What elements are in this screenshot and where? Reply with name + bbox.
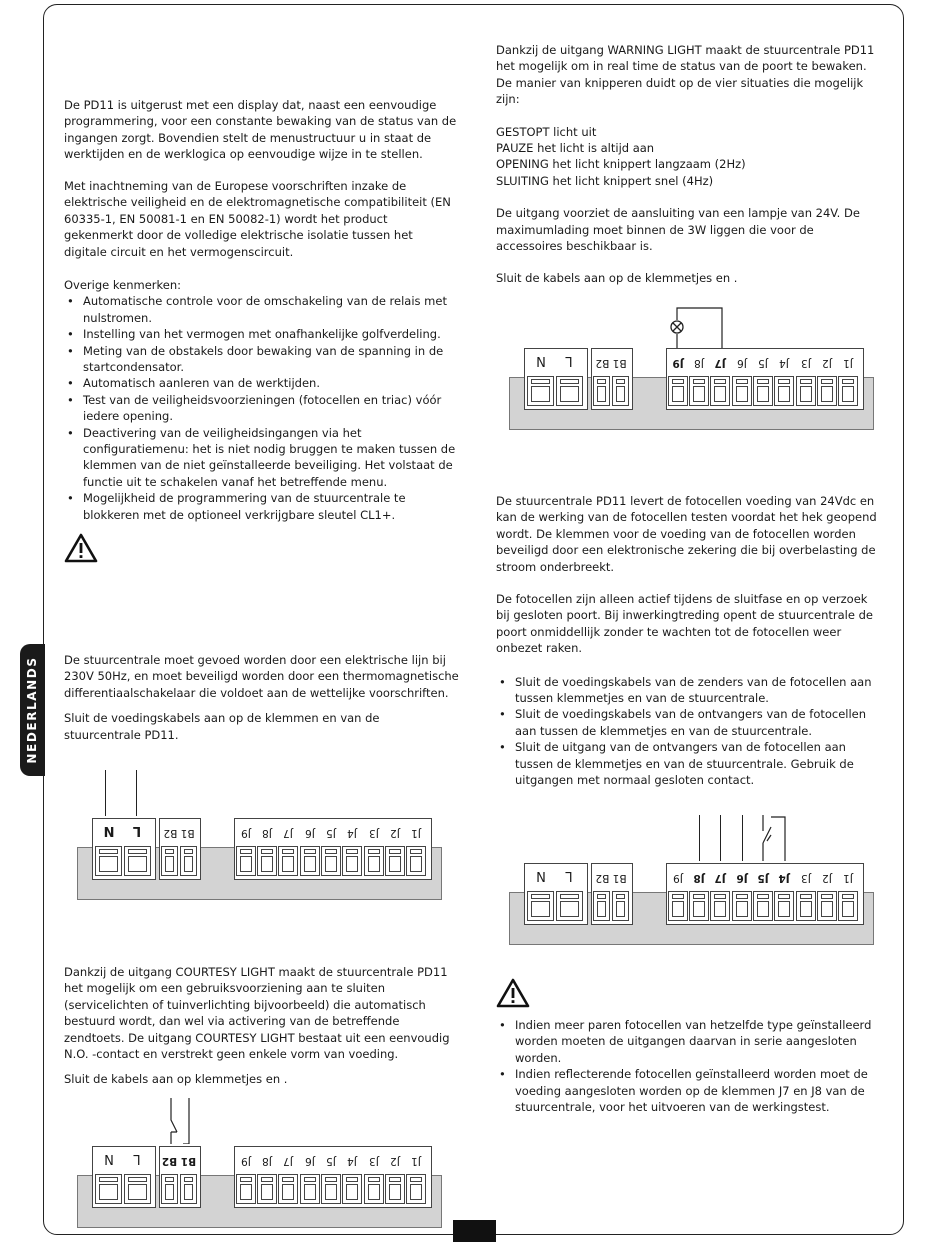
terminal-cell [817,891,837,921]
lamp-connect-instruction: Sluit de kabels aan op de klemmetjes en . [496,271,738,286]
warning-light-paragraph: Dankzij de uitgang WARNING LIGHT maakt de stuurcentrale PD11 het mogelijk om in real time de status van de poort te bewaken. De manier van knipperen duidt op de vier situaties die mogelijk zijn: [496,43,875,107]
terminal-label-j1: J1 [411,1155,421,1167]
wire-j8 [699,815,700,861]
terminal-cell [668,376,688,406]
language-tab-label: NEDERLANDS [25,656,39,764]
terminal-label-j6: J6 [736,872,748,884]
list-item: • Sluit de voedingskabels van de zenders van de fotocellen aan tussen klemmetjes en van de stuurcentrale. [496,674,881,707]
photocell-paragraph-1: De stuurcentrale PD11 levert de fotocellen voeding van 24Vdc en kan de werking van de fotocellen testen voordat het hek geopend wordt. De klemmen voor de voeding van de fotocellen worden beveiligd door een elektronische zekering die bij overbelasting de stroom onderbreekt. [496,494,877,574]
features-title: Overige kenmerken: [64,278,181,292]
terminal-label-j6: J6 [305,1155,315,1167]
photocell-steps [496,674,881,789]
warning-triangle-icon [64,533,98,563]
terminal-cell [180,1174,197,1204]
terminal-cell [236,846,256,876]
wire-j7 [720,815,721,861]
warning-light-block [496,42,881,287]
terminal-cell [300,846,320,876]
terminal-label-j8: J8 [262,1155,272,1167]
terminal-cell [406,1174,426,1204]
terminal-cell [796,891,816,921]
terminal-label-b1b2: B1 B2 [595,357,627,369]
terminal-label-j9: J9 [241,827,251,839]
list-item: OPENING het licht knippert langzaam (2Hz) [496,157,746,172]
terminal-cell [180,846,197,876]
photocell-terminal-diagram [509,815,874,945]
list-item: PAUZE het licht is altijd aan [496,141,655,156]
courtesy-block [64,964,459,1088]
courtesy-paragraph: Dankzij de uitgang COURTESY LIGHT maakt de stuurcentrale PD11 het mogelijk om een gebruiksvoorziening aan te sluiten (servicelichten of tuinverlichting bijvoorbeeld) die automatisch bestuurd wordt, dan wel via activering van de betreffende zendtoets. De uitgang COURTESY LIGHT bestaat uit een eenvoudig N.O. -contact en verstrekt geen enkele vorm van voeding. [64,965,450,1062]
lamp-terminal-diagram [509,300,874,432]
terminal-cell [556,891,583,921]
terminal-label-b1b2: B1 B2 [161,1155,197,1167]
terminal-cell [753,376,773,406]
terminal-label-j7: J7 [714,872,726,884]
terminal-label-j5: J5 [757,872,769,884]
features-list [64,293,459,523]
terminal-cell [527,376,554,406]
terminal-label-j7: J7 [283,827,293,839]
terminal-cell [342,846,362,876]
notes-list [496,1017,881,1115]
terminal-cell [689,891,709,921]
terminal-label-j3: J3 [801,872,811,884]
terminal-label-j2: J2 [822,872,832,884]
courtesy-connect-instruction: Sluit de kabels aan op klemmetjes en . [64,1072,288,1087]
terminal-label-b1b2: B1 B2 [163,827,195,839]
terminal-label-j5: J5 [758,357,768,369]
compliance-paragraph: Met inachtneming van de Europese voorschriften inzake de elektrische veiligheid en de elektromagnetische compatibiliteit (EN 60335-1, EN 50081-1 en EN 50082-1) wordt het product gekenmerkt door de volledige elektrische isolatie tussen het digitale circuit en het vermogenscircuit. [64,179,451,259]
language-tab [20,644,45,776]
terminal-label-j8: J8 [693,872,705,884]
terminal-cell [257,846,277,876]
wire-l [136,770,137,816]
terminal-cell [838,891,858,921]
terminal-label-b1b2: B1 B2 [595,872,627,884]
terminal-cell [796,376,816,406]
terminal-label-n: N [536,868,546,883]
list-item: • Sluit de uitgang van de ontvangers van de fotocellen aan tussen de klemmetjes en van de stuurcentrale. Gebruik de uitgangen met normaal gesloten contact. [496,739,881,788]
terminal-label-l: L [565,353,573,368]
list-item: SLUITING het licht knippert snel (4Hz) [496,173,714,188]
terminal-label-j6: J6 [305,827,315,839]
terminal-label-j2: J2 [822,357,832,369]
terminal-cell [161,846,178,876]
list-item: • Deactivering van de veiligheidsingangen via het configuratiemenu: het is niet nodig bruggen te maken tussen de klemmen van de niet geïnstalleerde beveiliging. Het volstaat de functie uit te schakelen vanaf het betreffende menu. [64,425,459,491]
terminal-label-j8: J8 [262,827,272,839]
terminal-label-j1: J1 [411,827,421,839]
list-item: • Meting van de obstakels door bewaking van de spanning in de startcondensator. [64,343,459,376]
terminal-cell [710,891,730,921]
power-paragraph: De stuurcentrale moet gevoed worden door een elektrische lijn bij 230V 50Hz, en moet beveiligd worden door een thermomagnetische differentiaalschakelaar die voldoet aan de wettelijke voorschriften. [64,653,459,700]
terminal-label-j5: J5 [326,827,336,839]
wire-j6 [742,815,743,861]
power-connect-instruction: Sluit de voedingskabels aan op de klemmen en van de stuurcentrale PD11. [64,711,380,742]
list-item: GESTOPT licht uit [496,124,597,139]
terminal-cell [364,1174,384,1204]
terminal-label-j4: J4 [778,872,790,884]
terminal-label-l: L [132,823,142,838]
terminal-cell [257,1174,277,1204]
terminal-cell [321,846,341,876]
power-terminal-diagram [77,770,442,900]
power-block [64,652,459,743]
list-item: • Indien meer paren fotocellen van hetzelfde type geïnstalleerd worden moeten de uitgangen daarvan in serie aangesloten worden. [496,1017,881,1066]
terminal-cell [668,891,688,921]
terminal-cell [612,891,629,921]
terminal-label-n: N [104,1151,114,1166]
terminal-cell [732,891,752,921]
terminal-cell [124,846,151,876]
lamp-icon [667,300,727,350]
terminal-label-j3: J3 [369,1155,379,1167]
terminal-cell [612,376,629,406]
photocell-paragraph-2: De fotocellen zijn alleen actief tijdens de sluitfase en op verzoek bij gesloten poort. Bij inwerkingtreding opent de stuurcentrale de poort onmiddellijk zonder te wachten tot de fotocellen weer onbezet raken. [496,592,873,656]
intro-paragraph-block [64,97,459,163]
terminal-label-j7: J7 [283,1155,293,1167]
terminal-cell [236,1174,256,1204]
list-item: • Instelling van het vermogen met onafhankelijke golfverdeling. [64,326,459,342]
terminal-label-j4: J4 [779,357,789,369]
warning-triangle-icon [496,978,530,1008]
terminal-cell [364,846,384,876]
lamp-paragraph: De uitgang voorziet de aansluiting van een lampje van 24V. De maximumlading moet binnen de 3W liggen die voor de accessoires beschikbaar is. [496,206,860,254]
terminal-label-j1: J1 [843,872,853,884]
terminal-cell [278,846,298,876]
photocell-block [496,493,881,789]
terminal-cell [689,376,709,406]
terminal-label-j4: J4 [347,1155,357,1167]
terminal-cell [732,376,752,406]
notes-block [496,1017,881,1115]
terminal-cell [342,1174,362,1204]
terminal-cell [556,376,583,406]
terminal-label-j3: J3 [369,827,379,839]
terminal-label-j2: J2 [390,827,400,839]
terminal-cell [161,1174,178,1204]
states-list [496,124,881,190]
list-item: • Test van de veiligheidsvoorzieningen (fotocellen en triac) vóór iedere opening. [64,392,459,425]
courtesy-terminal-diagram [77,1098,442,1228]
terminal-cell [95,846,122,876]
features-block [64,277,459,523]
terminal-cell [95,1174,122,1204]
list-item: • Sluit de voedingskabels van de ontvangers van de fotocellen aan tussen de klemmetjes en van de stuurcentrale. [496,706,881,739]
terminal-label-j6: J6 [737,357,747,369]
terminal-cell [124,1174,151,1204]
terminal-cell [406,846,426,876]
terminal-cell [321,1174,341,1204]
terminal-label-j5: J5 [326,1155,336,1167]
terminal-cell [385,1174,405,1204]
terminal-cell [753,891,773,921]
list-item: • Mogelijkheid de programmering van de stuurcentrale te blokkeren met de optioneel verkrijgbare sleutel CL1+. [64,490,459,523]
terminal-cell [593,376,610,406]
terminal-label-j1: J1 [843,357,853,369]
terminal-label-l: L [133,1151,141,1166]
terminal-label-l: L [565,868,573,883]
terminal-cell [278,1174,298,1204]
nc-switch-icon [165,1098,195,1144]
terminal-label-j4: J4 [347,827,357,839]
page-number-tab [453,1220,496,1242]
terminal-label-j9: J9 [672,357,684,369]
list-item: • Automatisch aanleren van de werktijden. [64,375,459,391]
list-item: • Automatische controle voor de omschakeling van de relais met nulstromen. [64,293,459,326]
nc-switch-icon [757,815,791,861]
terminal-label-j9: J9 [673,872,683,884]
wire-n [105,770,106,816]
terminal-label-j7: J7 [714,357,726,369]
terminal-cell [774,891,794,921]
terminal-label-j8: J8 [694,357,704,369]
terminal-label-n: N [536,353,546,368]
terminal-cell [527,891,554,921]
terminal-cell [385,846,405,876]
terminal-cell [817,376,837,406]
list-item: • Indien reflecterende fotocellen geïnstalleerd worden moet de voeding aangesloten worden op de klemmen J7 en J8 van de stuurcentrale, voor het uitvoeren van de werkingstest. [496,1066,881,1115]
terminal-cell [593,891,610,921]
terminal-cell [838,376,858,406]
terminal-label-j2: J2 [390,1155,400,1167]
terminal-label-n: N [103,823,115,838]
terminal-label-j9: J9 [241,1155,251,1167]
terminal-cell [774,376,794,406]
terminal-cell [710,376,730,406]
compliance-block [64,178,459,260]
intro-paragraph: De PD11 is uitgerust met een display dat, naast een eenvoudige programmering, voor een constante bewaking van de status van de ingangen zorgt. Bovendien stelt de menustructuur u in staat de werktijden en de werklogica op eenvoudige wijze in te stellen. [64,98,457,162]
terminal-cell [300,1174,320,1204]
terminal-label-j3: J3 [801,357,811,369]
